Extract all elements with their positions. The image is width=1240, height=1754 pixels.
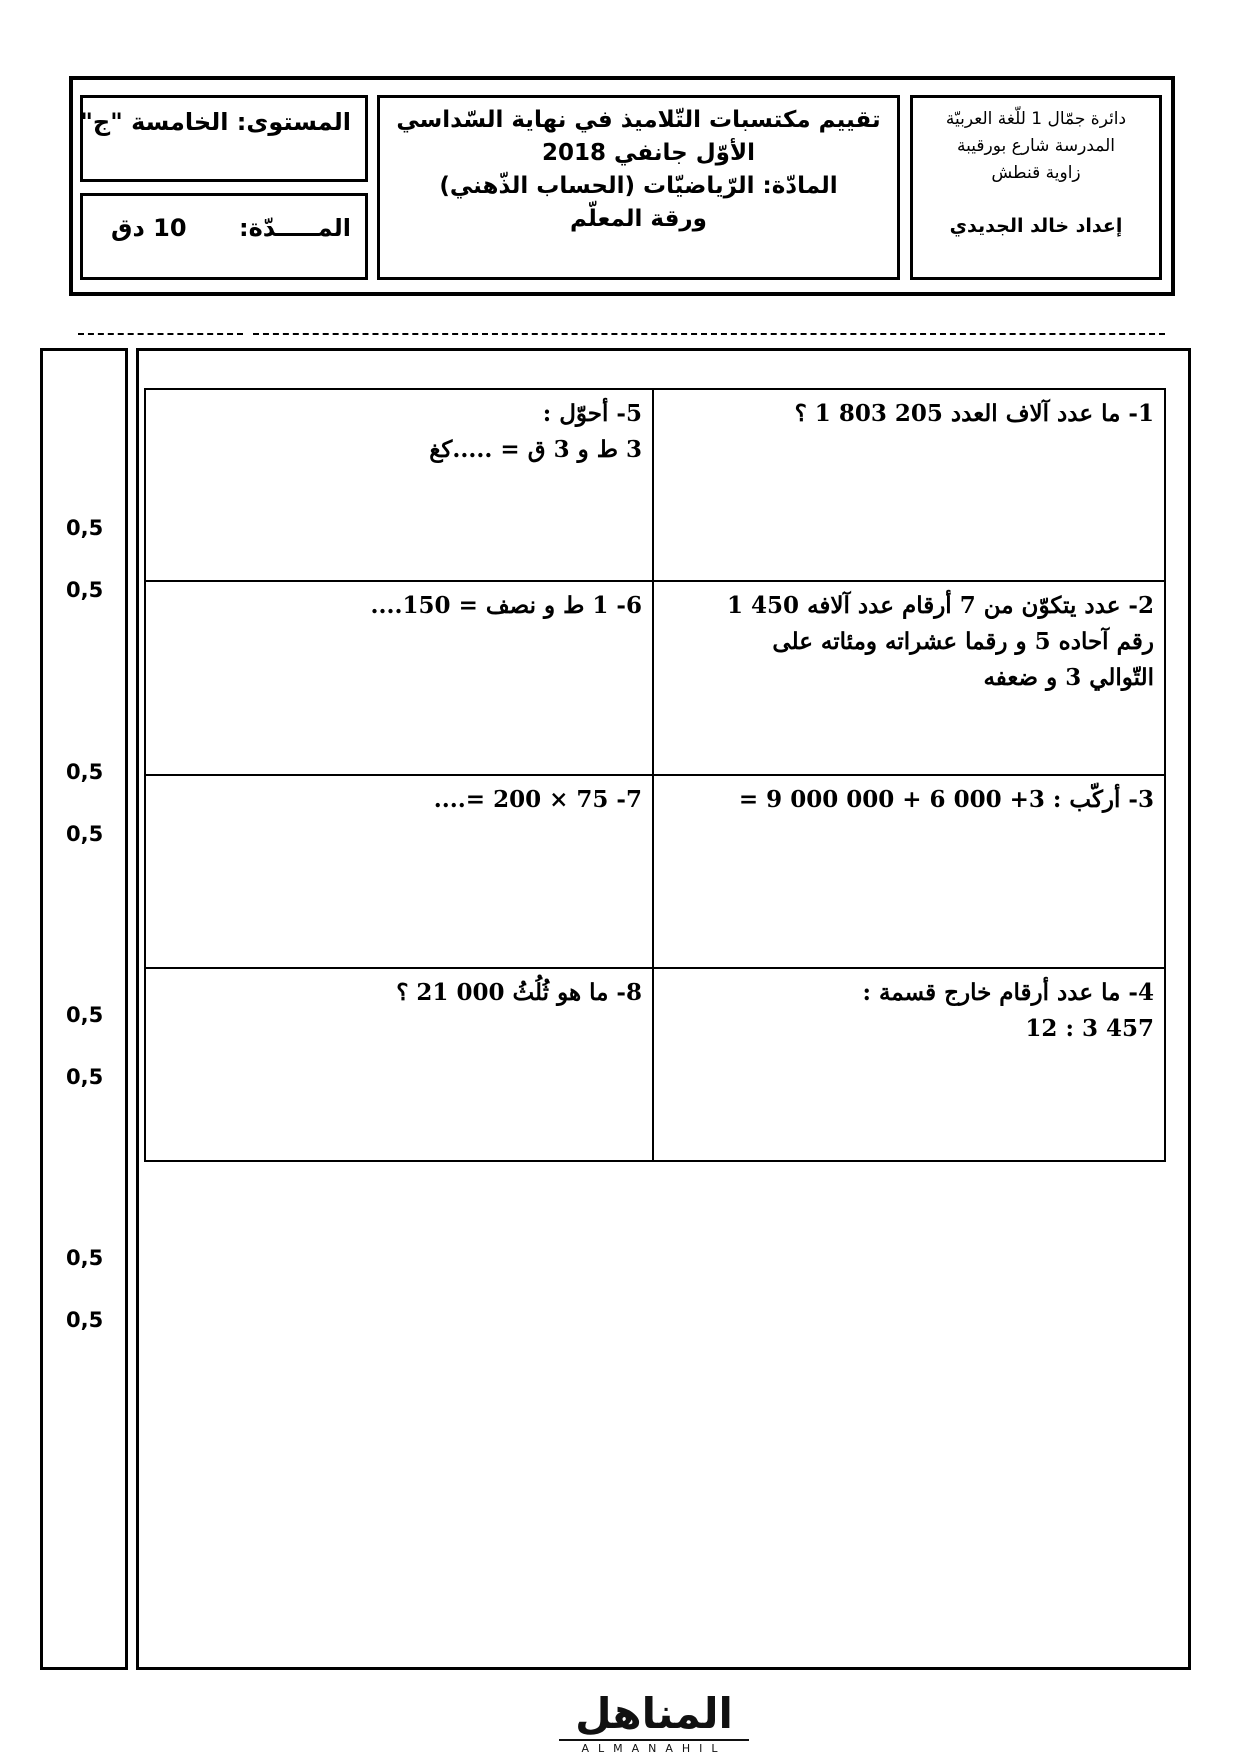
- level-label: المستوى: الخامسة "ج": [80, 108, 351, 136]
- author-name: إعداد خالد الجديدي: [949, 215, 1123, 237]
- school-info: [913, 106, 1159, 240]
- question-cell-4: [653, 968, 1165, 1161]
- title-box: [377, 95, 900, 280]
- question-6: 6- 1 ط و نصف = 150....: [370, 592, 642, 619]
- almanahil-logo: [547, 1688, 761, 1754]
- question-8: 8- ما هو ثُلُثُ 000 21 ؟: [396, 979, 642, 1006]
- score-value: 0,5: [66, 516, 104, 540]
- question-cell-6: [145, 581, 653, 775]
- score-value: 0,5: [66, 760, 104, 784]
- duration-box: [80, 193, 368, 280]
- title-line: ورقة المعلّم: [570, 206, 707, 232]
- dashed-separator: [253, 333, 1165, 335]
- question-7: 7- 75 × 200 =....: [433, 786, 642, 813]
- school-line: دائرة جمّال 1 للّغة العربيّة: [945, 109, 1127, 129]
- question-cell-2: [653, 581, 1165, 775]
- title-line: تقييم مكتسبات التّلاميذ في نهاية السّداسي: [396, 107, 881, 133]
- question-cell-5: [145, 389, 653, 581]
- question-cell-3: [653, 775, 1165, 968]
- question-3: 3- أركّب : 3+ 000 6 + 000 000 9 =: [738, 786, 1154, 813]
- score-value: 0,5: [66, 578, 104, 602]
- question-cell-8: [145, 968, 653, 1161]
- school-box: [910, 95, 1162, 280]
- title-line: المادّة: الرّياضيّات (الحساب الذّهني): [439, 173, 838, 199]
- duration-label: المـــــدّة:: [239, 214, 351, 242]
- question-cell-1: [653, 389, 1165, 581]
- school-line: زاوية قنطش: [991, 163, 1081, 183]
- dashed-separator: [78, 333, 243, 335]
- duration-value: 10 دق: [111, 214, 187, 242]
- question-2: 2- عدد يتكوّن من 7 أرقام عدد آلافه 450 1 رقم آحاده 5 و رقما عشراته ومئاته على التّوالي 3 و ضعفه: [727, 592, 1154, 691]
- question-cell-7: [145, 775, 653, 968]
- score-value: 0,5: [66, 1065, 104, 1089]
- score-value: 0,5: [66, 1246, 104, 1270]
- level-box: [80, 95, 368, 182]
- score-value: 0,5: [66, 1308, 104, 1332]
- question-5: 5- أحوّل : 3 ط و 3 ق = .....كغ: [429, 400, 642, 463]
- logo-latin: ALMANAHIL: [581, 1742, 727, 1754]
- question-1: 1- ما عدد آلاف العدد 205 803 1 ؟: [794, 400, 1154, 427]
- question-4: 4- ما عدد أرقام خارج قسمة : 457 3 : 12: [862, 979, 1154, 1042]
- questions-table: [144, 388, 1166, 1162]
- score-value: 0,5: [66, 822, 104, 846]
- logo-arabic: المناهل: [575, 1689, 733, 1738]
- school-line: المدرسة شارع بورقيبة: [956, 136, 1116, 156]
- score-value: 0,5: [66, 1003, 104, 1027]
- exam-title: [380, 104, 897, 236]
- title-line: الأوّل جانفي 2018: [542, 140, 755, 166]
